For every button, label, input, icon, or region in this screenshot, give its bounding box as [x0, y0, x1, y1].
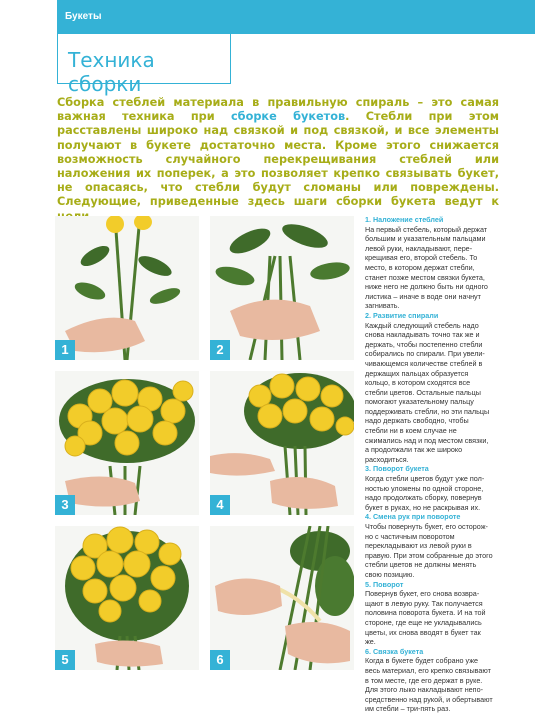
section-header-bar: [57, 0, 535, 34]
photo-number: 5: [55, 650, 75, 670]
photo-number: 4: [210, 495, 230, 515]
step-text: Чтобы повернуть букет, его осторожно с частичным поворотом перекладывают из левой руки в правую. При этом собранные до этого стебли цветов не должны менять свою позицию.: [365, 522, 493, 579]
step-heading: 4. Смена рук при повороте: [365, 512, 461, 522]
step-text: Каждый следующий стебель надо снова накладывать точно так же и держать, чтобы постепенно стебли собирались по спирали. При увеличивающемся количестве стеблей в держащих пальцах образуется кольцо, в котором сходятся все стебли цветов. Остальные пальцы помогают указательному пальцу поддерживать стебли, но эти пальцы надо держать свободно, чтобы стебли ни в коем случае не сжимались над и под местом связки, а продолжали так же широко расходиться.: [365, 320, 490, 464]
title-box: [57, 34, 231, 96]
step-text: Повернув букет, его снова возвращают в левую руку. Так получается половина поворота букета. И на той стороне, где еще не укладывались цветы, их снова вводят в букет так же.: [365, 589, 486, 647]
intro-paragraph: [57, 96, 499, 224]
step-heading: 5. Поворот: [365, 579, 404, 589]
steps-column: [365, 215, 493, 714]
page-title: Техника сборки: [68, 48, 155, 96]
photo-number: 6: [210, 650, 230, 670]
step-heading: 6. Связка букета: [365, 646, 424, 656]
intro-link[interactable]: сборке букетов: [230, 110, 346, 124]
photo-5-image: [55, 526, 199, 670]
photo-step-5: [55, 526, 199, 670]
photo-number: 3: [55, 495, 75, 515]
section-label: Букеты: [65, 11, 102, 22]
photo-4-image: [210, 371, 354, 515]
step-heading: 1. Наложение стеблей: [365, 215, 444, 224]
photo-step-3: [55, 371, 199, 515]
step-text: На первый стебель, который держат большим и указательным пальцами левой руки, накладывают, перекрещивая его, второй стебель. То место, в котором держат стебли, станет позже местом связки букета, ниже него не должно быть ни одного листика – иначе в воде они начнут загнивать.: [365, 224, 488, 311]
photo-1-image: [55, 216, 199, 360]
photo-step-2: [210, 216, 354, 360]
photo-number: 1: [55, 340, 75, 360]
photo-6-image: [210, 526, 354, 670]
step-heading: 2. Развитие спирали: [365, 310, 439, 320]
photo-3-image: [55, 371, 199, 515]
photo-step-4: [210, 371, 354, 515]
intro-text-start: Сборка стеблей материала в правильную спираль – это самая важная техника при: [57, 96, 499, 124]
step-heading: 3. Поворот букета: [365, 464, 429, 474]
photo-2-image: [210, 216, 354, 360]
photo-step-1: [55, 216, 199, 360]
photo-number: 2: [210, 340, 230, 360]
photo-step-6: [210, 526, 354, 670]
step-text: Когда в букете будет собрано уже весь материал, его крепко связывают в том месте, где его держат в руке. Для этого лыко накладывают непосредственно над рукой, и обертывают им стебли – три-пять раз.: [365, 656, 493, 714]
step-text: Когда стебли цветов будут уже полностью уложены по одной стороне, надо продолжать сборку, повернув букет в руках, но не раскрывая их.: [365, 474, 485, 512]
intro-text-end: . Стебли при этом расставлены широко над связкой и под связкой, и все элементы получают в букете достаточно места. Кроме этого снижается возможность случайного перекрещивания стеблей или наложения их поперек, а это позволяет крепко связывать букет, не опасаясь, что стебли будут сломаны или повреждены. Следующие, приведенные здесь шаги сборки букета ведут к: [57, 110, 499, 209]
